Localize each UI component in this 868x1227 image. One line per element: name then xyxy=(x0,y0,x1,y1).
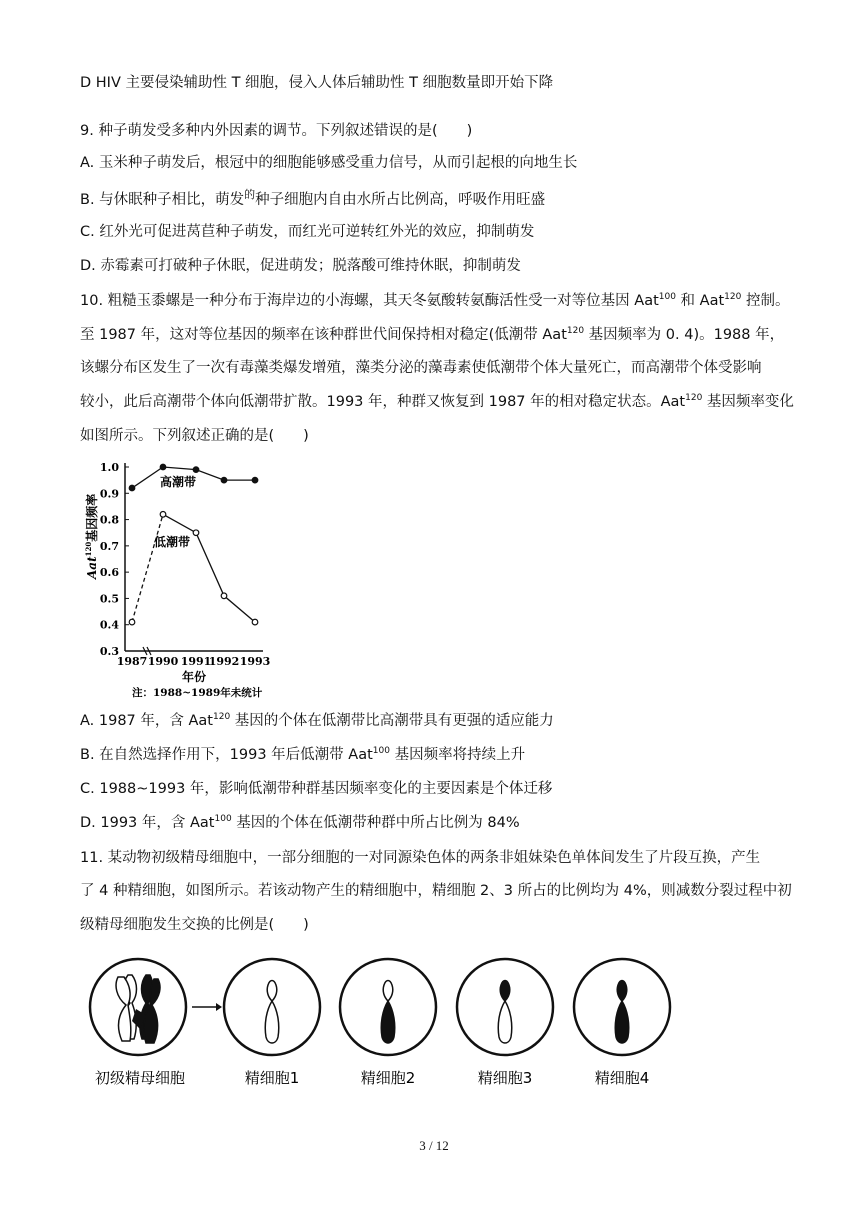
q9-stem: 9. 种子萌发受多种内外因素的调节。下列叙述错误的是( ) xyxy=(80,123,473,139)
label-primary-spermatocyte: 初级精母细胞 xyxy=(94,1069,186,1087)
data-point xyxy=(252,619,258,625)
q10-text: A. 1987 年，含 Aat xyxy=(80,713,213,729)
q11-stem-line2: 了 4 种精细胞，如图所示。若该动物产生的精细胞中，精细胞 2、3 所占的比例均为 4%，则减数分裂过程中初 xyxy=(80,883,792,899)
label-sperm-cell-3: 精细胞3 xyxy=(477,1069,533,1087)
meiosis-diagram xyxy=(80,955,680,1095)
q9-option-b xyxy=(80,190,545,210)
q10-option-b xyxy=(80,745,525,765)
q10-text: 基因频率将持续上升 xyxy=(389,747,526,763)
q10-text: D. 1993 年，含 Aat xyxy=(80,815,215,831)
series-line xyxy=(163,514,255,622)
q10-stem-line2 xyxy=(80,325,784,345)
q10-sup: 120 xyxy=(213,712,231,722)
q10-sup: 120 xyxy=(566,326,585,336)
data-point xyxy=(129,619,135,625)
data-point xyxy=(252,477,258,483)
series-line-dashed xyxy=(132,514,163,622)
y-tick-label: 0.3 xyxy=(99,645,119,658)
q11-stem-line3: 级精母细胞发生交换的比例是( ) xyxy=(80,917,309,933)
q10-text: 基因的个体在低潮带种群中所占比例为 84% xyxy=(231,815,520,831)
x-tick-label: 1987 xyxy=(116,655,148,668)
q10-sup: 120 xyxy=(685,393,703,403)
q10-text: 10. 粗糙玉黍螺是一种分布于海岸边的小海螺，其天冬氨酸转氨酶活性受一对等位基因 Aat xyxy=(80,293,659,309)
x-tick-label: 1993 xyxy=(239,655,271,668)
y-tick-label: 0.8 xyxy=(99,513,119,527)
y-tick-label: 0.6 xyxy=(99,566,119,580)
q10-stem-line1 xyxy=(80,291,789,311)
y-tick-label: 0.9 xyxy=(99,487,119,501)
q9-option-a: A. 玉米种子萌发后，根冠中的细胞能够感受重力信号，从而引起根的向地生长 xyxy=(80,155,578,171)
chart-note: 注：1988~1989年未统计 xyxy=(132,687,263,699)
q9-b-pre: B. 与休眠种子相比，萌发 xyxy=(80,192,245,208)
q10-text: 和 Aat xyxy=(675,293,725,309)
sperm-cell-3 xyxy=(457,959,553,1055)
sperm-cell-2 xyxy=(340,959,436,1055)
label-sperm-cell-4: 精细胞4 xyxy=(594,1069,650,1087)
x-tick-label: 1992 xyxy=(208,655,240,668)
y-tick-label: 0.5 xyxy=(99,592,119,606)
x-tick-label: 1991 xyxy=(180,655,212,668)
q10-option-d xyxy=(80,813,520,833)
data-point xyxy=(221,477,227,483)
q10-text: 基因频率为 0. 4)。1988 年， xyxy=(584,327,785,343)
sperm-cell-4 xyxy=(574,959,670,1055)
q11-stem-line1: 11. 某动物初级精母细胞中，一部分细胞的一对同源染色体的两条非姐妹染色单体间发生了片段互换，产生 xyxy=(80,850,761,866)
y-tick-label: 1.0 xyxy=(99,461,119,474)
chromosome-white xyxy=(116,975,136,1041)
data-point xyxy=(160,464,166,470)
primary-spermatocyte xyxy=(90,959,186,1055)
data-point xyxy=(193,467,199,473)
data-point xyxy=(160,512,166,518)
q9-b-small: 的 xyxy=(244,188,256,201)
q10-sup: 100 xyxy=(658,292,676,302)
y-axis-label: Aat$^{120}$基因频率 xyxy=(84,493,99,579)
q10-text: 基因频率变化 xyxy=(702,394,794,410)
q10-stem-line4 xyxy=(80,392,794,412)
q10-text: 至 1987 年，这对等位基因的频率在该种群世代间保持相对稳定(低潮带 Aat xyxy=(80,327,567,343)
series-label: 高潮带 xyxy=(160,475,197,489)
q9-b-post: 种子细胞内自由水所占比例高，呼吸作用旺盛 xyxy=(255,192,546,208)
data-point xyxy=(221,593,227,599)
q8-option-d: D HIV 主要侵染辅助性 T 细胞，侵入人体后辅助性 T 细胞数量即开始下降 xyxy=(80,75,554,91)
q10-sup: 100 xyxy=(214,814,232,824)
label-sperm-cell-2: 精细胞2 xyxy=(360,1069,416,1087)
q10-option-a xyxy=(80,711,554,731)
y-tick-label: 0.4 xyxy=(99,618,119,632)
y-tick-label: 0.7 xyxy=(99,539,119,553)
page-number: 3 / 12 xyxy=(419,1138,449,1153)
data-point xyxy=(193,530,199,536)
q10-text: 基因的个体在低潮带比高潮带具有更强的适应能力 xyxy=(230,713,554,729)
label-sperm-cell-1: 精细胞1 xyxy=(244,1069,300,1087)
series-label: 低潮带 xyxy=(154,535,191,549)
x-axis-label: 年份 xyxy=(181,670,207,684)
data-point xyxy=(129,485,135,491)
sperm-cell-1 xyxy=(224,959,320,1055)
q9-option-d: D. 赤霉素可打破种子休眠，促进萌发；脱落酸可维持休眠，抑制萌发 xyxy=(80,258,521,274)
q10-text: 控制。 xyxy=(741,293,790,309)
q9-option-c: C. 红外光可促进莴苣种子萌发，而红光可逆转红外光的效应，抑制萌发 xyxy=(80,224,535,240)
x-tick-label: 1990 xyxy=(147,655,179,668)
q10-stem-line5: 如图所示。下列叙述正确的是( ) xyxy=(80,428,309,444)
arrow-icon xyxy=(192,1003,222,1011)
q10-stem-line3: 该螺分布区发生了一次有毒藻类爆发增殖，藻类分泌的藻毒素使低潮带个体大量死亡，而高潮带个体受影响 xyxy=(80,360,762,376)
q10-text: B. 在自然选择作用下，1993 年后低潮带 Aat xyxy=(80,747,373,763)
q10-sup: 100 xyxy=(372,746,390,756)
q10-option-c: C. 1988~1993 年，影响低潮带种群基因频率变化的主要因素是个体迁移 xyxy=(80,781,553,797)
q10-text: 较小，此后高潮带个体向低潮带扩散。1993 年，种群又恢复到 1987 年的相对稳定状态。Aat xyxy=(80,394,686,410)
q10-sup: 120 xyxy=(724,292,742,302)
allele-frequency-chart xyxy=(84,453,288,703)
